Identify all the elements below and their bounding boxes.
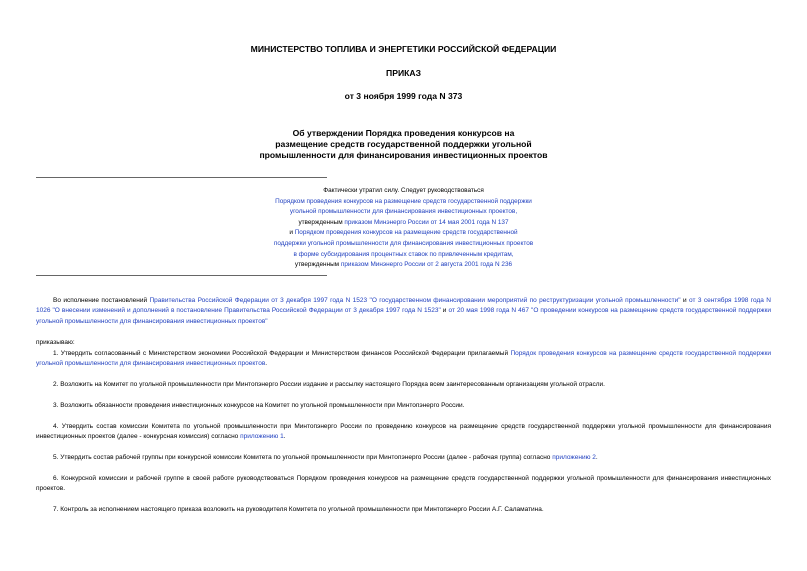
link-procedure[interactable]: Порядок проведения конкурсов на размещение средств государственной поддержки угольной промышленности для финансирования инвестиционных проектов — [36, 350, 771, 368]
title-line: размещение средств государственной поддержки угольной — [275, 139, 532, 149]
document-title — [0, 128, 807, 161]
item-2: 2. Возложить на Комитет по угольной промышленности при Минтопэнерго России издание и рассылку настоящего Порядка всем заинтересованным организациям угольной отрасли. — [53, 381, 605, 388]
note-line — [0, 218, 807, 229]
link-appendix-1[interactable]: приложению 1 — [240, 433, 284, 441]
link-decree-1523[interactable]: Правительства Российской Федерации от 3 декабря 1997 года N 1523 "О государственном финансировании мероприятий по реструктуризации угольной промышленности" — [149, 297, 681, 304]
note-link-order-236[interactable]: в форме субсидирования процентных ставок по привлеченным кредитам, — [293, 250, 514, 258]
note-link-order-236[interactable]: поддержки угольной промышленности для финансирования инвестиционных проектов — [273, 239, 534, 247]
item-6: 6. Конкурсной комиссии и рабочей группе в своей работе руководствоваться Порядком проведения конкурсов на размещение средств государственной поддержки угольной промышленности для финансирования инвестиционных проектов. — [36, 475, 771, 493]
title-line: промышленности для финансирования инвестиционных проектов — [259, 150, 548, 160]
link-decree-467[interactable]: от 20 мая 1998 года N 467 "О проведении конкурсов на размещение средств государственной поддержки угольной промышленности для финансирования инвестиционных проектов" — [36, 307, 772, 325]
item-text: 4. Утвердить состав комиссии Комитета по угольной промышленности при Минтопэнерго России по проведению конкурсов на размещение средств государственной поддержки угольной промышленности для финансирования инвестиционных проектов (далее - конкурсная комиссия) согласно — [36, 423, 771, 441]
note-link-order-137[interactable]: приказом Минэнерго России от 14 мая 2001 года N 137 — [344, 218, 509, 226]
order-word: приказываю: — [36, 339, 75, 346]
intro-text: Во исполнение постановлений — [53, 297, 150, 304]
item-5 — [36, 453, 771, 463]
item-1 — [36, 349, 771, 370]
item-7: 7. Контроль за исполнением настоящего приказа возложить на руководителя Комитета по угольной промышленности при Минтопэнерго России А.Г. Саламатина. — [53, 506, 544, 513]
divider-top — [36, 177, 327, 178]
date-number-heading: от 3 ноября 1999 года N 373 — [344, 91, 463, 101]
note-link-order-236[interactable]: Порядком проведения конкурсов на размещение средств государственной — [294, 229, 518, 237]
link-appendix-2[interactable]: приложению 2 — [552, 454, 596, 461]
note-text: утвержденным — [298, 218, 345, 226]
item-text: 5. Утвердить состав рабочей группы при конкурсной комиссии Комитета по угольной промышленности при Минтопэнерго России (далее - рабочая группа) согласно — [53, 454, 553, 461]
link-decree-1026[interactable]: от 3 сентября 1998 года N 1026 "О внесении изменений и дополнений в постановление Правительства Российской Федерации от 3 декабря 1997 года N 1523" — [36, 297, 771, 315]
item-3: 3. Возложить обязанности проведения инвестиционных конкурсов на Комитет по угольной промышленности при Минтопэнерго России. — [53, 402, 465, 409]
note-line — [0, 260, 807, 271]
note-line — [0, 228, 807, 239]
ministry-heading: МИНИСТЕРСТВО ТОПЛИВА И ЭНЕРГЕТИКИ РОССИЙСКОЙ ФЕДЕРАЦИИ — [250, 44, 557, 54]
doc-type-heading: ПРИКАЗ — [386, 68, 421, 78]
item-text: . — [283, 433, 286, 441]
item-text: . — [265, 360, 268, 368]
status-note — [0, 186, 807, 271]
note-text: утвержденным — [294, 261, 341, 269]
intro-text: и — [680, 297, 689, 304]
note-text: и — [289, 229, 295, 237]
note-link-order-137[interactable]: Порядком проведения конкурсов на размещение средств государственной поддержки — [275, 197, 532, 205]
intro-paragraph — [36, 296, 771, 327]
title-line: Об утверждении Порядка проведения конкурсов на — [292, 128, 515, 138]
item-text: . — [595, 454, 598, 461]
divider-bottom — [36, 275, 327, 276]
intro-text: и — [440, 307, 449, 315]
item-text: 1. Утвердить согласованный с Министерством экономики Российской Федерации и Министерством финансов Российской Федерации прилагаемый — [53, 350, 511, 357]
note-line: Фактически утратил силу. Следует руководствоваться — [323, 187, 484, 194]
note-link-order-137[interactable]: угольной промышленности для финансирования инвестиционных проектов, — [289, 208, 518, 216]
item-4 — [36, 422, 771, 443]
note-link-order-236[interactable]: приказом Минэнерго России от 2 августа 2001 года N 236 — [340, 261, 513, 269]
